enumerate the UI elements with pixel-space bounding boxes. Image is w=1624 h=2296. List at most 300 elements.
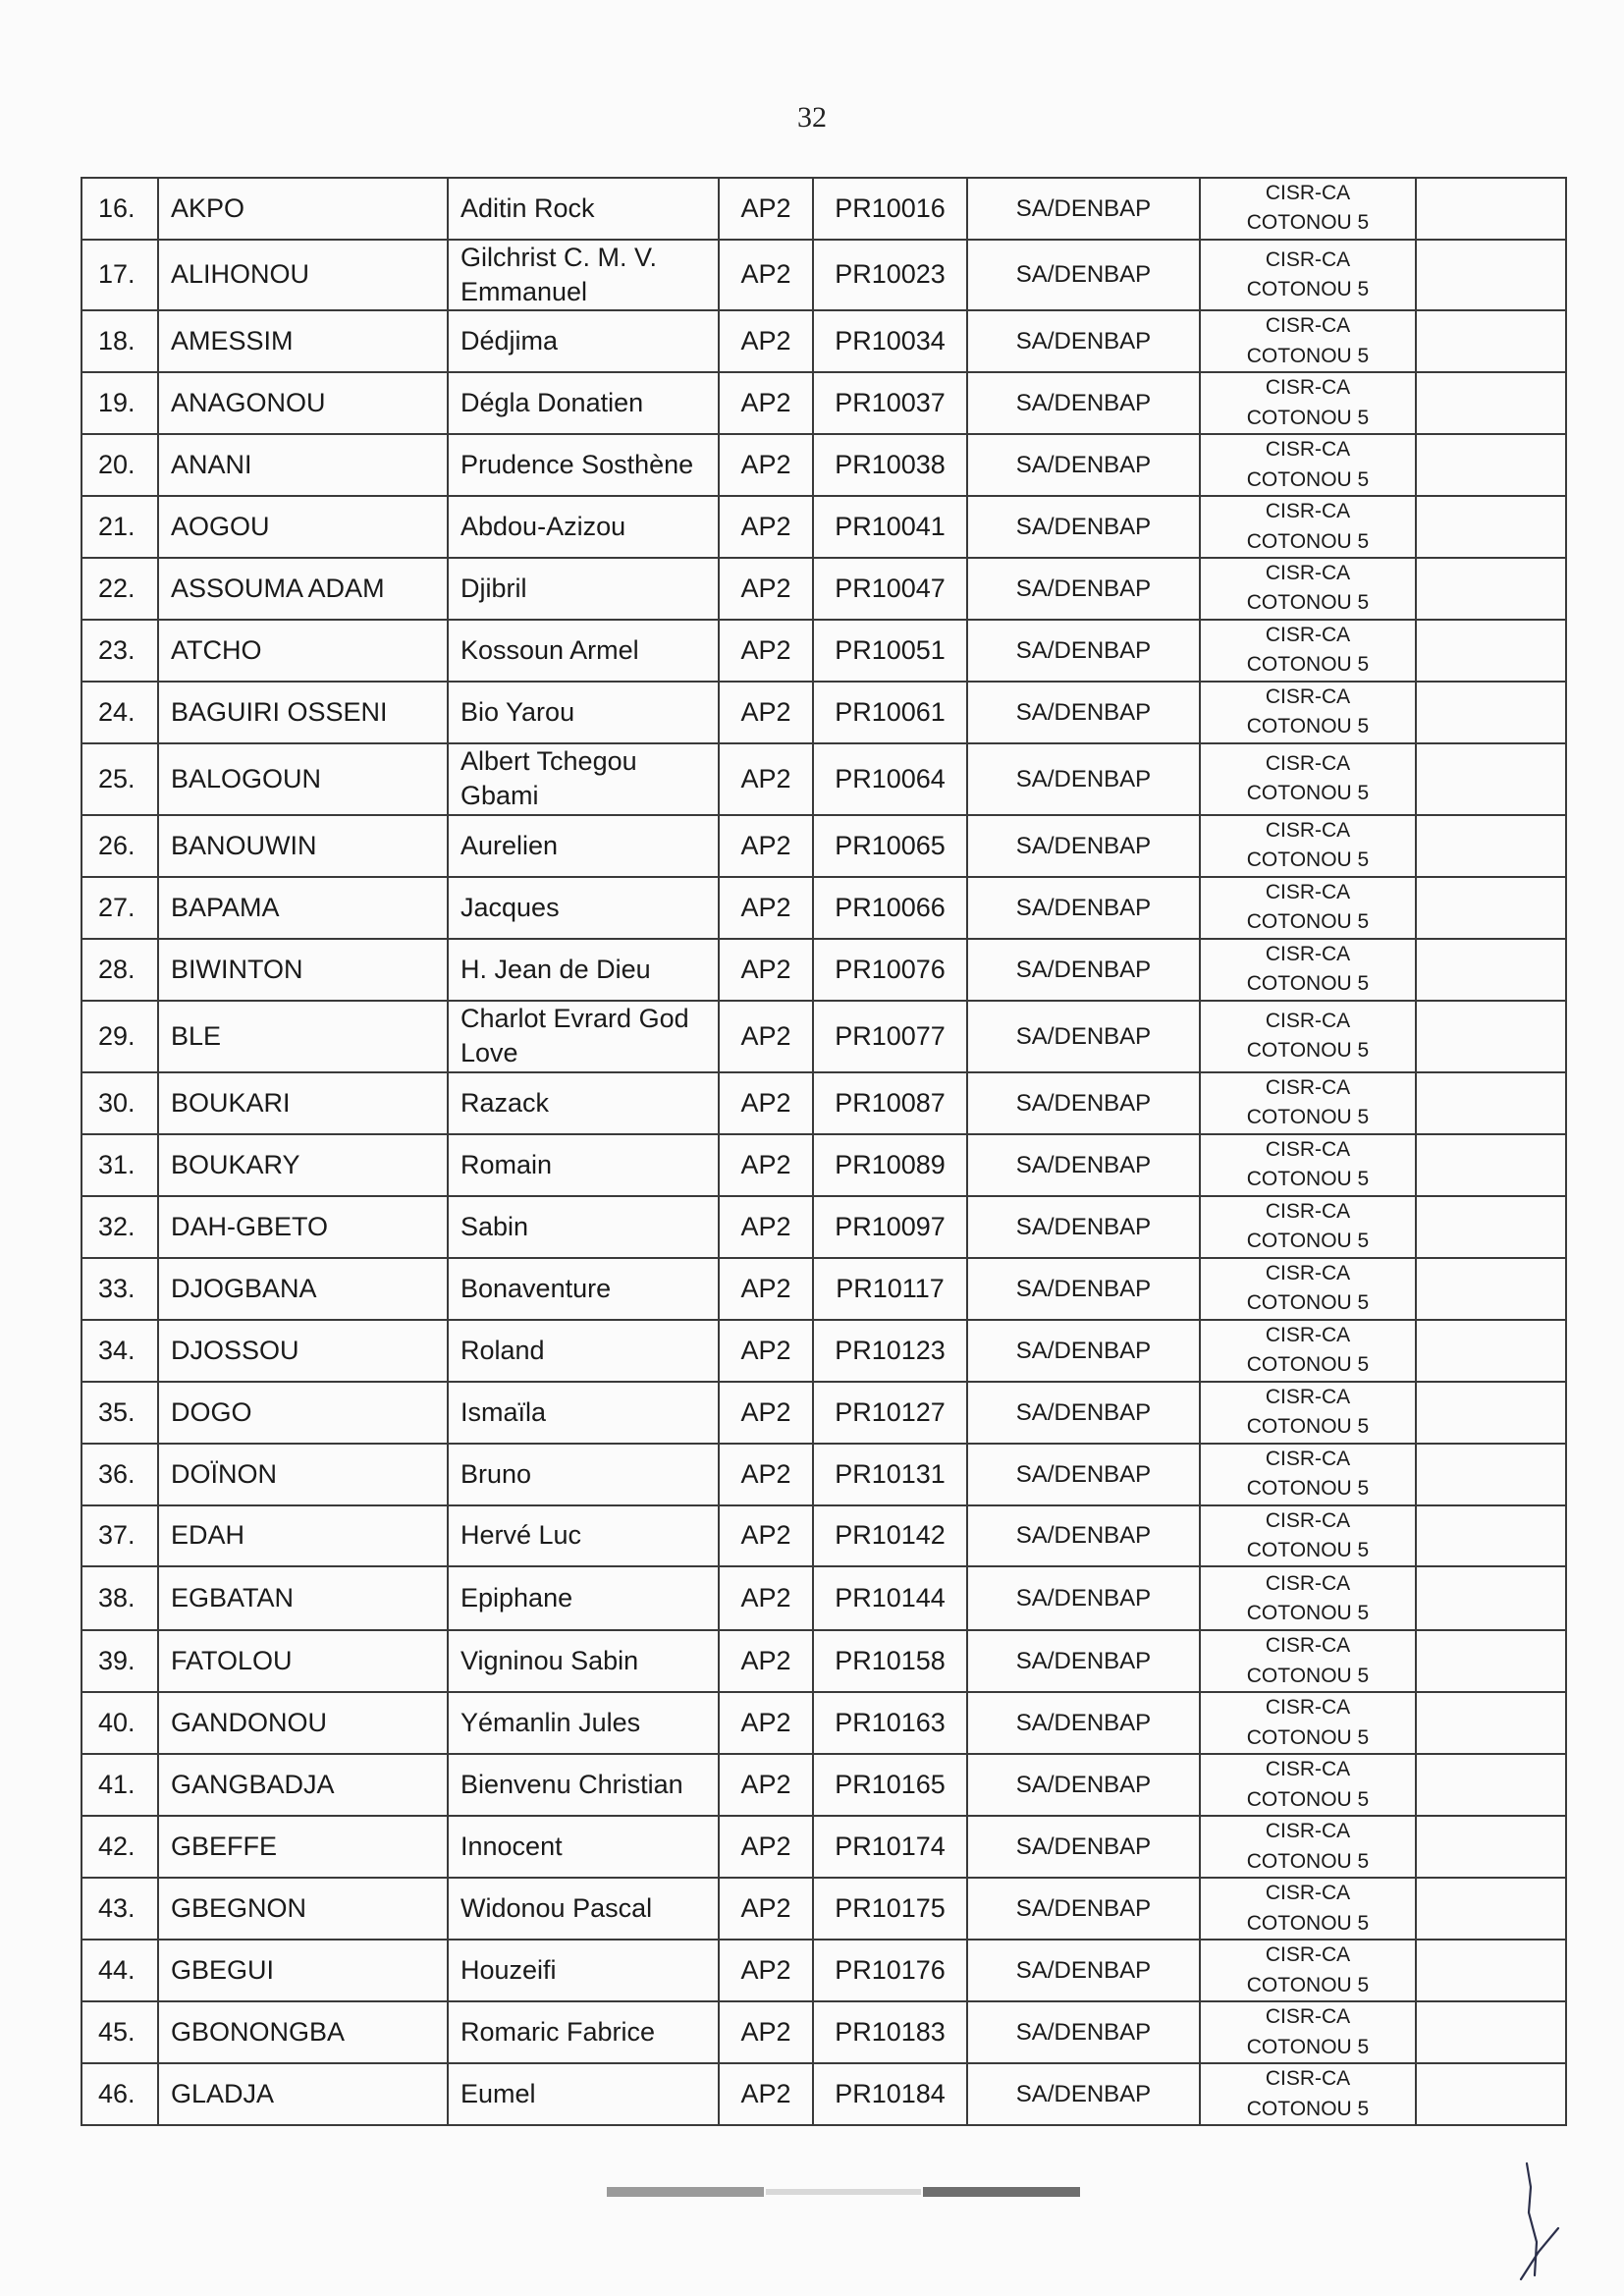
empty-cell	[1416, 1630, 1566, 1692]
structure-cell: SA/DENBAP	[967, 240, 1200, 310]
last-name-cell: ATCHO	[158, 620, 448, 682]
last-name-cell: BAPAMA	[158, 877, 448, 939]
structure-cell: SA/DENBAP	[967, 496, 1200, 558]
table-row	[81, 1382, 1566, 1444]
location-line-2: COTONOU 5	[1246, 406, 1370, 429]
structure-cell: SA/DENBAP	[967, 558, 1200, 620]
table-row	[81, 178, 1566, 240]
row-number-cell: 27.	[81, 877, 158, 939]
last-name-cell: ALIHONOU	[158, 240, 448, 310]
matricule-cell: PR10041	[813, 496, 967, 558]
first-names-cell: Bienvenu Christian	[448, 1754, 719, 1816]
matricule-cell: PR10158	[813, 1630, 967, 1692]
structure-cell: SA/DENBAP	[967, 815, 1200, 877]
matricule-cell: PR10174	[813, 1816, 967, 1878]
location-cell	[1200, 939, 1416, 1001]
location-cell	[1200, 178, 1416, 240]
location-line-1: CISR-CA	[1265, 1634, 1351, 1658]
first-names-cell: Sabin	[448, 1196, 719, 1258]
matricule-cell: PR10061	[813, 682, 967, 743]
table-row	[81, 2063, 1566, 2125]
first-names-cell: Bruno	[448, 1444, 719, 1505]
first-names-cell: Aditin Rock	[448, 178, 719, 240]
location-cell	[1200, 434, 1416, 496]
location-line-2: COTONOU 5	[1246, 1849, 1370, 1873]
grade-cell: AP2	[719, 1878, 813, 1940]
grade-cell: AP2	[719, 1505, 813, 1567]
empty-cell	[1416, 1444, 1566, 1505]
grade-cell: AP2	[719, 1754, 813, 1816]
empty-cell	[1416, 178, 1566, 240]
last-name-cell: BANOUWIN	[158, 815, 448, 877]
location-line-2: COTONOU 5	[1246, 653, 1370, 677]
empty-cell	[1416, 682, 1566, 743]
location-cell	[1200, 1630, 1416, 1692]
empty-cell	[1416, 1320, 1566, 1382]
page-number: 32	[797, 101, 827, 134]
location-line-2: COTONOU 5	[1246, 467, 1370, 491]
matricule-cell: PR10023	[813, 240, 967, 310]
matricule-cell: PR10037	[813, 372, 967, 434]
location-cell	[1200, 877, 1416, 939]
grade-cell: AP2	[719, 1566, 813, 1630]
location-line-2: COTONOU 5	[1246, 1725, 1370, 1749]
last-name-cell: BLE	[158, 1001, 448, 1072]
row-number-cell: 36.	[81, 1444, 158, 1505]
empty-cell	[1416, 1258, 1566, 1320]
location-line-1: CISR-CA	[1265, 182, 1351, 204]
location-line-1: CISR-CA	[1265, 752, 1351, 775]
first-names-cell: Abdou-Azizou	[448, 496, 719, 558]
structure-cell: SA/DENBAP	[967, 1196, 1200, 1258]
row-number-cell: 38.	[81, 1566, 158, 1630]
location-line-1: CISR-CA	[1265, 376, 1351, 400]
structure-cell: SA/DENBAP	[967, 1692, 1200, 1754]
structure-cell: SA/DENBAP	[967, 939, 1200, 1001]
matricule-cell: PR10142	[813, 1505, 967, 1567]
table-row	[81, 434, 1566, 496]
table-row	[81, 815, 1566, 877]
last-name-cell: EGBATAN	[158, 1566, 448, 1630]
grade-cell: AP2	[719, 815, 813, 877]
structure-cell: SA/DENBAP	[967, 1878, 1200, 1940]
row-number-cell: 33.	[81, 1258, 158, 1320]
location-line-1: CISR-CA	[1265, 1075, 1351, 1099]
last-name-cell: AMESSIM	[158, 310, 448, 372]
grade-cell: AP2	[719, 1692, 813, 1754]
row-number-cell: 24.	[81, 682, 158, 743]
row-number-cell: 32.	[81, 1196, 158, 1258]
location-cell	[1200, 1754, 1416, 1816]
empty-cell	[1416, 1692, 1566, 1754]
last-name-cell: DAH-GBETO	[158, 1196, 448, 1258]
first-names-cell: Bio Yarou	[448, 682, 719, 743]
location-line-1: CISR-CA	[1265, 2005, 1351, 2029]
grade-cell: AP2	[719, 743, 813, 815]
scan-mark-middle	[766, 2189, 921, 2195]
location-cell	[1200, 1505, 1416, 1567]
last-name-cell: DOGO	[158, 1382, 448, 1444]
last-name-cell: DJOSSOU	[158, 1320, 448, 1382]
grade-cell: AP2	[719, 434, 813, 496]
row-number-cell: 43.	[81, 1878, 158, 1940]
empty-cell	[1416, 877, 1566, 939]
first-names-cell: Jacques	[448, 877, 719, 939]
location-cell	[1200, 240, 1416, 310]
grade-cell: AP2	[719, 178, 813, 240]
empty-cell	[1416, 310, 1566, 372]
location-line-2: COTONOU 5	[1246, 211, 1370, 235]
matricule-cell: PR10097	[813, 1196, 967, 1258]
grade-cell: AP2	[719, 372, 813, 434]
matricule-cell: PR10131	[813, 1444, 967, 1505]
location-cell	[1200, 1001, 1416, 1072]
row-number-cell: 46.	[81, 2063, 158, 2125]
structure-cell: SA/DENBAP	[967, 2063, 1200, 2125]
row-number-cell: 40.	[81, 1692, 158, 1754]
table-row	[81, 1320, 1566, 1382]
matricule-cell: PR10016	[813, 178, 967, 240]
row-number-cell: 44.	[81, 1940, 158, 2001]
last-name-cell: GANGBADJA	[158, 1754, 448, 1816]
table-row	[81, 1754, 1566, 1816]
structure-cell: SA/DENBAP	[967, 1072, 1200, 1134]
grade-cell: AP2	[719, 1382, 813, 1444]
location-cell	[1200, 1196, 1416, 1258]
location-line-1: CISR-CA	[1265, 314, 1351, 338]
last-name-cell: GLADJA	[158, 2063, 448, 2125]
table-row	[81, 1940, 1566, 2001]
grade-cell: AP2	[719, 1630, 813, 1692]
location-line-2: COTONOU 5	[1246, 715, 1370, 738]
grade-cell: AP2	[719, 877, 813, 939]
location-line-2: COTONOU 5	[1246, 344, 1370, 367]
grade-cell: AP2	[719, 1134, 813, 1196]
row-number-cell: 41.	[81, 1754, 158, 1816]
row-number-cell: 30.	[81, 1072, 158, 1134]
location-line-1: CISR-CA	[1265, 1508, 1351, 1532]
location-line-1: CISR-CA	[1265, 942, 1351, 965]
grade-cell: AP2	[719, 682, 813, 743]
location-line-2: COTONOU 5	[1246, 1230, 1370, 1253]
matricule-cell: PR10047	[813, 558, 967, 620]
empty-cell	[1416, 1505, 1566, 1567]
location-cell	[1200, 1940, 1416, 2001]
row-number-cell: 45.	[81, 2001, 158, 2063]
first-names-cell: Gilchrist C. M. V. Emmanuel	[448, 240, 719, 310]
table-row	[81, 1630, 1566, 1692]
row-number-cell: 16.	[81, 178, 158, 240]
location-line-1: CISR-CA	[1265, 685, 1351, 708]
first-names-cell: Eumel	[448, 2063, 719, 2125]
row-number-cell: 23.	[81, 620, 158, 682]
matricule-cell: PR10077	[813, 1001, 967, 1072]
grade-cell: AP2	[719, 1940, 813, 2001]
location-cell	[1200, 1258, 1416, 1320]
last-name-cell: ANAGONOU	[158, 372, 448, 434]
grade-cell: AP2	[719, 558, 813, 620]
grade-cell: AP2	[719, 939, 813, 1001]
structure-cell: SA/DENBAP	[967, 1566, 1200, 1630]
handwritten-initials	[1507, 2156, 1566, 2283]
location-line-1: CISR-CA	[1265, 1199, 1351, 1223]
location-line-2: COTONOU 5	[1246, 1911, 1370, 1935]
first-names-cell: Aurelien	[448, 815, 719, 877]
location-cell	[1200, 1692, 1416, 1754]
last-name-cell: DOÏNON	[158, 1444, 448, 1505]
row-number-cell: 29.	[81, 1001, 158, 1072]
table-row	[81, 1134, 1566, 1196]
structure-cell: SA/DENBAP	[967, 1444, 1200, 1505]
location-cell	[1200, 1878, 1416, 1940]
first-names-cell: Kossoun Armel	[448, 620, 719, 682]
grade-cell: AP2	[719, 620, 813, 682]
location-cell	[1200, 1320, 1416, 1382]
structure-cell: SA/DENBAP	[967, 877, 1200, 939]
location-line-1: CISR-CA	[1265, 1820, 1351, 1843]
empty-cell	[1416, 240, 1566, 310]
first-names-cell: Ismaïla	[448, 1382, 719, 1444]
structure-cell: SA/DENBAP	[967, 1258, 1200, 1320]
grade-cell: AP2	[719, 1444, 813, 1505]
matricule-cell: PR10123	[813, 1320, 967, 1382]
location-line-1: CISR-CA	[1265, 1447, 1351, 1470]
matricule-cell: PR10163	[813, 1692, 967, 1754]
grade-cell: AP2	[719, 2063, 813, 2125]
location-line-2: COTONOU 5	[1246, 277, 1370, 301]
last-name-cell: AOGOU	[158, 496, 448, 558]
grade-cell: AP2	[719, 1196, 813, 1258]
location-cell	[1200, 310, 1416, 372]
structure-cell: SA/DENBAP	[967, 1630, 1200, 1692]
table-row	[81, 1072, 1566, 1134]
matricule-cell: PR10034	[813, 310, 967, 372]
location-cell	[1200, 815, 1416, 877]
personnel-table	[81, 177, 1567, 2126]
empty-cell	[1416, 496, 1566, 558]
location-line-1: CISR-CA	[1265, 1009, 1351, 1032]
last-name-cell: BIWINTON	[158, 939, 448, 1001]
location-line-1: CISR-CA	[1265, 818, 1351, 842]
table-row	[81, 496, 1566, 558]
matricule-cell: PR10089	[813, 1134, 967, 1196]
row-number-cell: 42.	[81, 1816, 158, 1878]
first-names-cell: H. Jean de Dieu	[448, 939, 719, 1001]
scan-mark-right	[923, 2187, 1080, 2197]
row-number-cell: 21.	[81, 496, 158, 558]
location-line-1: CISR-CA	[1265, 562, 1351, 584]
matricule-cell: PR10051	[813, 620, 967, 682]
personnel-table-body	[81, 178, 1566, 2125]
structure-cell: SA/DENBAP	[967, 1320, 1200, 1382]
table-row	[81, 558, 1566, 620]
first-names-cell: Vigninou Sabin	[448, 1630, 719, 1692]
first-names-cell: Epiphane	[448, 1566, 719, 1630]
structure-cell: SA/DENBAP	[967, 1001, 1200, 1072]
empty-cell	[1416, 1816, 1566, 1878]
grade-cell: AP2	[719, 1816, 813, 1878]
empty-cell	[1416, 558, 1566, 620]
last-name-cell: GANDONOU	[158, 1692, 448, 1754]
location-line-1: CISR-CA	[1265, 438, 1351, 462]
table-row	[81, 1816, 1566, 1878]
structure-cell: SA/DENBAP	[967, 1382, 1200, 1444]
location-line-2: COTONOU 5	[1246, 972, 1370, 996]
row-number-cell: 19.	[81, 372, 158, 434]
row-number-cell: 39.	[81, 1630, 158, 1692]
structure-cell: SA/DENBAP	[967, 2001, 1200, 2063]
structure-cell: SA/DENBAP	[967, 1754, 1200, 1816]
matricule-cell: PR10175	[813, 1878, 967, 1940]
location-line-1: CISR-CA	[1265, 1571, 1351, 1595]
table-row	[81, 1692, 1566, 1754]
row-number-cell: 17.	[81, 240, 158, 310]
row-number-cell: 20.	[81, 434, 158, 496]
empty-cell	[1416, 1754, 1566, 1816]
location-line-2: COTONOU 5	[1246, 529, 1370, 553]
location-line-2: COTONOU 5	[1246, 1601, 1370, 1624]
structure-cell: SA/DENBAP	[967, 620, 1200, 682]
location-cell	[1200, 372, 1416, 434]
first-names-cell: Djibril	[448, 558, 719, 620]
first-names-cell: Houzeifi	[448, 1940, 719, 2001]
table-row	[81, 743, 1566, 815]
location-line-2: COTONOU 5	[1246, 1664, 1370, 1687]
matricule-cell: PR10183	[813, 2001, 967, 2063]
last-name-cell: GBEFFE	[158, 1816, 448, 1878]
grade-cell: AP2	[719, 1258, 813, 1320]
last-name-cell: EDAH	[158, 1505, 448, 1567]
table-row	[81, 1258, 1566, 1320]
last-name-cell: ASSOUMA ADAM	[158, 558, 448, 620]
location-line-1: CISR-CA	[1265, 1758, 1351, 1781]
location-line-1: CISR-CA	[1265, 1261, 1351, 1285]
matricule-cell: PR10144	[813, 1566, 967, 1630]
first-names-cell: Hervé Luc	[448, 1505, 719, 1567]
location-line-1: CISR-CA	[1265, 624, 1351, 646]
first-names-cell: Bonaventure	[448, 1258, 719, 1320]
first-names-cell: Dégla Donatien	[448, 372, 719, 434]
location-line-1: CISR-CA	[1265, 247, 1351, 271]
row-number-cell: 34.	[81, 1320, 158, 1382]
location-cell	[1200, 620, 1416, 682]
location-line-1: CISR-CA	[1265, 1137, 1351, 1161]
location-line-1: CISR-CA	[1265, 1882, 1351, 1905]
row-number-cell: 25.	[81, 743, 158, 815]
empty-cell	[1416, 1878, 1566, 1940]
table-row	[81, 310, 1566, 372]
structure-cell: SA/DENBAP	[967, 1134, 1200, 1196]
last-name-cell: GBONONGBA	[158, 2001, 448, 2063]
empty-cell	[1416, 434, 1566, 496]
row-number-cell: 22.	[81, 558, 158, 620]
first-names-cell: Romaric Fabrice	[448, 2001, 719, 2063]
matricule-cell: PR10127	[813, 1382, 967, 1444]
empty-cell	[1416, 1134, 1566, 1196]
location-line-1: CISR-CA	[1265, 880, 1351, 903]
location-cell	[1200, 1444, 1416, 1505]
location-line-2: COTONOU 5	[1246, 1415, 1370, 1439]
row-number-cell: 26.	[81, 815, 158, 877]
table-row	[81, 1878, 1566, 1940]
location-line-1: CISR-CA	[1265, 1385, 1351, 1408]
location-line-1: CISR-CA	[1265, 2067, 1351, 2091]
table-row	[81, 1001, 1566, 1072]
grade-cell: AP2	[719, 1001, 813, 1072]
location-cell	[1200, 682, 1416, 743]
matricule-cell: PR10087	[813, 1072, 967, 1134]
location-cell	[1200, 558, 1416, 620]
matricule-cell: PR10076	[813, 939, 967, 1001]
location-cell	[1200, 2001, 1416, 2063]
last-name-cell: FATOLOU	[158, 1630, 448, 1692]
empty-cell	[1416, 743, 1566, 815]
last-name-cell: BAGUIRI OSSENI	[158, 682, 448, 743]
location-line-1: CISR-CA	[1265, 500, 1351, 523]
empty-cell	[1416, 1001, 1566, 1072]
structure-cell: SA/DENBAP	[967, 372, 1200, 434]
matricule-cell: PR10176	[813, 1940, 967, 2001]
empty-cell	[1416, 815, 1566, 877]
location-line-2: COTONOU 5	[1246, 848, 1370, 872]
empty-cell	[1416, 1940, 1566, 2001]
table-row	[81, 682, 1566, 743]
location-line-2: COTONOU 5	[1246, 1291, 1370, 1315]
location-line-2: COTONOU 5	[1246, 591, 1370, 615]
location-line-2: COTONOU 5	[1246, 1168, 1370, 1191]
first-names-cell: Charlot Evrard God Love	[448, 1001, 719, 1072]
location-cell	[1200, 496, 1416, 558]
location-line-2: COTONOU 5	[1246, 2035, 1370, 2058]
row-number-cell: 35.	[81, 1382, 158, 1444]
table-row	[81, 1566, 1566, 1630]
table-row	[81, 372, 1566, 434]
structure-cell: SA/DENBAP	[967, 310, 1200, 372]
matricule-cell: PR10066	[813, 877, 967, 939]
empty-cell	[1416, 1566, 1566, 1630]
row-number-cell: 28.	[81, 939, 158, 1001]
location-cell	[1200, 1566, 1416, 1630]
grade-cell: AP2	[719, 1320, 813, 1382]
structure-cell: SA/DENBAP	[967, 434, 1200, 496]
row-number-cell: 18.	[81, 310, 158, 372]
empty-cell	[1416, 620, 1566, 682]
location-line-2: COTONOU 5	[1246, 1106, 1370, 1129]
location-line-2: COTONOU 5	[1246, 1787, 1370, 1811]
last-name-cell: ANANI	[158, 434, 448, 496]
matricule-cell: PR10165	[813, 1754, 967, 1816]
location-line-2: COTONOU 5	[1246, 1973, 1370, 1996]
first-names-cell: Widonou Pascal	[448, 1878, 719, 1940]
location-cell	[1200, 2063, 1416, 2125]
first-names-cell: Albert Tchegou Gbami	[448, 743, 719, 815]
last-name-cell: GBEGUI	[158, 1940, 448, 2001]
structure-cell: SA/DENBAP	[967, 682, 1200, 743]
first-names-cell: Roland	[448, 1320, 719, 1382]
last-name-cell: BOUKARI	[158, 1072, 448, 1134]
empty-cell	[1416, 1382, 1566, 1444]
empty-cell	[1416, 1196, 1566, 1258]
table-row	[81, 939, 1566, 1001]
table-row	[81, 877, 1566, 939]
location-cell	[1200, 1816, 1416, 1878]
location-line-2: COTONOU 5	[1246, 2097, 1370, 2120]
scan-mark-left	[607, 2187, 764, 2197]
location-cell	[1200, 743, 1416, 815]
first-names-cell: Yémanlin Jules	[448, 1692, 719, 1754]
location-line-1: CISR-CA	[1265, 1323, 1351, 1346]
empty-cell	[1416, 939, 1566, 1001]
